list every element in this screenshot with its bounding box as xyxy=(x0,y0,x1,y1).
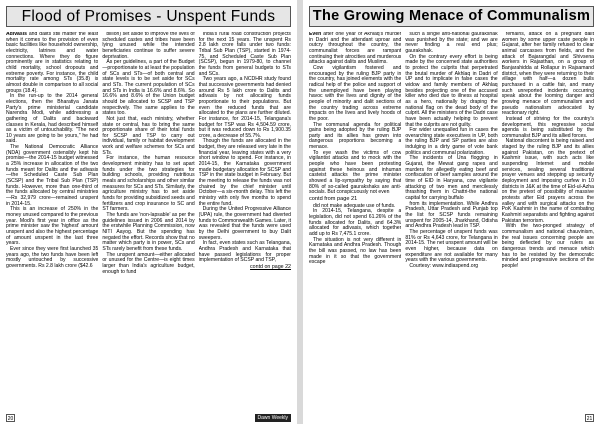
paragraph xyxy=(502,224,594,269)
article-title: Flood of Promises - Unspent Funds xyxy=(6,6,291,27)
paragraph-text: As per guidelines, a part of the Budget—proportionate to at least the population of SCs and STs—of both central and state levels is to be set aside for SCs and STs. The current population of SCs and STs in India is 16.6% and 8.6%. So 16.6% and 8.6% of the Union budget should be allocated to SCSP and TSP respectively. The same applies to the states too. xyxy=(102,59,195,117)
paragraph-text: Not just that, each ministry, whether state or central, has to bring the same proportionate share of their total funds for SCSP and TSP to carry out individual, family or habitat development work and welfare schemes for SCs and STs. xyxy=(102,115,195,156)
paragraph-text: The National Democratic Alliance (NDA) government ostensibly kept his promise—the 2014-15 budget witnessed a 25% increase in allocation of the two funds meant for Dalits and the adivasis—the Scheduled Caste Sub Plan (SCSP) and the Tribal Sub Plan (TSP) funds. However, more than one-third of the funds allocated by central ministries—Rs 32,979 crore—remained unspent in 2014-15. xyxy=(6,144,99,207)
column-3 xyxy=(199,32,291,412)
lead-word: Adivasis xyxy=(6,32,27,37)
paragraph-text: Courtesy: www.indiaspend.org xyxy=(409,262,479,269)
paragraph xyxy=(6,94,98,145)
paragraph-text: Ever since they were first launched 35 years ago, the two funds have been left mostly untouched by successive governments. Rs 2.8 lakh crore ($42.6 xyxy=(6,245,99,269)
paragraph-text: Instead of striving for the country's development, this regressive social agenda is being substituted by the communalist BJP and its allied forces. xyxy=(501,115,594,139)
paragraph-text: In 2014-15, Telangana, despite a legislation, did not spend 61.26% of the funds allocated for Dalits, and 64.3% allocated for adivasis, which together add up to Rs 7,475.1 crore. xyxy=(309,208,402,237)
paragraph xyxy=(405,128,497,156)
paragraph xyxy=(102,253,194,276)
page-number: 21 xyxy=(586,415,593,422)
paragraph-text: National discontent is being raised and staged by the ruling BJP and its allies against Pakistan, on the pretext of Kashmir issue, with such acts like suspending Internet and mobile services, sealing several traditional prayer venues and stepping up security deployment and imposing curfew in 10 districts in J&K at the time of Eid-ul-Azha on the pretext of possibility of massive protests after Eid prayers across the valley and with surgical attacks on the PoK Kashmir in the name of combating Kashmiri separatists and fighting against Pakistan terrorism. xyxy=(501,138,594,224)
continued-note: contd on page 22 xyxy=(250,263,291,270)
publication-name: Dawn Weekly xyxy=(255,414,291,422)
paragraph-text: The incidents of Una flogging in Gujarat, the Mewat gang rapes and murders for allegedly eating beef and confiscation of beef samples around the time of EID in Haryana, cow vigilante attacking of two men and mercilessly thrashing them in Chattri-the national capital for carrying buffalo xyxy=(405,155,498,202)
paragraph-text: after one year of Akhlaq's murder in Dadri and the attendant uproar and outcry throughout the country, the communalist forces are rampant continuing their atrocities and murderous attacks against dalits and Muslims. xyxy=(309,32,402,66)
paragraph xyxy=(6,145,98,207)
paragraph-text: India's rural road construction projects for the next 15 years. The unspent Rs 2.8 lakh crore falls under two funds: Tribal Sub Plan (TSP), started in 1974-75, and Scheduled Caste Sub Plan (SCSP), begun in 1979-80, to channel the funds from general budgets to STs and SCs. xyxy=(198,32,291,77)
paragraph-text: In fact, even states such as Telangana, Andhra Pradesh and Karnataka that have passed legislations for proper implementation of SCSP and TSP, xyxy=(198,240,291,264)
paragraph-text: In the run-up to the 2014 general elections, then the Bharatiya Janata Party's prime ministerial candidate Narendra Modi, while addressing a gathering of Dalits and backward classes in Kerala, had described himself as a victim of untouchability. "The next 10 years are going to be yours," he had said. xyxy=(6,93,99,145)
paragraph-text: from its implementation. While Andhra Pradesh, Uttar Pradesh and Punjab top the list for SCSP funds remaining unspent for 2005-14, Jharkhand, Odisha and Andhra Pradesh lead in TSP. xyxy=(405,200,498,230)
right-page xyxy=(303,0,600,424)
paragraph xyxy=(309,123,401,151)
column-1 xyxy=(6,32,98,412)
paragraph xyxy=(102,32,194,60)
paragraph xyxy=(102,156,194,213)
paragraph xyxy=(405,230,497,264)
paragraph-text: For wider unequalled fun in cases the overarching state executives in UP, both the ruling BJP and SP parties are also indulging in a dirty game of vote bank politics and communal polarization. xyxy=(405,127,498,156)
paragraph xyxy=(309,32,401,66)
paragraph-text: During the United Progressive Alliance (UPA) rule, the government had diverted funds to Commonwealth Games. Later, it was revealed that the funds were used by the Delhi government to buy Dalit sweepers. xyxy=(198,206,291,241)
continued-from-note: contd from page 21 xyxy=(309,196,358,203)
paragraph-text: remains, attack on a pregnant dalit women by some upper caste people in Gujarat, after her family refused to clear animal carcasses from fields, and the attack of Bajarangdal and Shivsena workers in Rajasthan, on a group of Banjarahidda at Rollapur in Rajsamand district, when they were returning to their village with half—a dozen bulls purchased in a cattle fair, and many such unreported incidents occurring speak about the looming danger and growing menace of communalism and pseudo nationalism advocated by reactionary right. xyxy=(501,32,594,117)
article-columns xyxy=(6,32,291,412)
article-columns xyxy=(309,32,594,412)
paragraph-text: such a single anti-national gaurakshak was punished by the state; and we are never finding a real end plus; gaurakshak. xyxy=(405,32,498,54)
paragraph xyxy=(102,117,194,157)
paragraph xyxy=(309,238,401,266)
paragraph xyxy=(405,264,497,270)
paragraph xyxy=(199,207,291,241)
paragraph-text: On the contrary every effort is being made by the concerned state authorities to protect the culprits that perpetrated the brutal murder of Akhlaq in Dadri of UP and to implicate in false cases the widow and family members of Akhlaq besides projecting one of the accused killer who died due to illness at hospital as a hero, nationally by draping the national flag on the dead body of the culprit. All the ministers of the Dadri case have been actually helping to prevent that the culprits are not guilty. xyxy=(405,53,498,128)
paragraph-text: did not make adequate use of funds. xyxy=(313,202,396,209)
column-2 xyxy=(102,32,194,412)
paragraph xyxy=(309,151,401,196)
paragraph-text: Cow vigilantism fostered and encouraged by the ruling BJP party in the country, has joined elements with the radical help of the police and support of the unemployed have been playing havoc with the lives and dignity of the people of minority and dalit sections of the country trading across extreme impacts on the lives and lively hoods of the poor. xyxy=(309,64,402,122)
paragraph xyxy=(199,32,291,77)
column-2 xyxy=(405,32,497,412)
paragraph xyxy=(6,32,98,94)
paragraph-text: The communal agenda for political gains being adopted by the ruling BJP party and its allies has grown into dangerous proportions becoming a menace. xyxy=(309,121,402,151)
lead-word: Even xyxy=(309,32,322,37)
paragraph-text: and dalits still matter the least when it comes to the provision of even basic facilities like household ownership, electricity, latrines and water connections. Where they do figure prominently are in statistics relating to child mortality, school dropouts and extreme poverty. For instance, the child mortality rate among STs (35.8) is almost double in comparison to all social groups (18.4). xyxy=(6,32,99,94)
paragraph xyxy=(405,156,497,201)
paragraph xyxy=(309,66,401,123)
paragraph-text: billion) set aside to improve the lives of scheduled castes and tribes have been lying unused while the intended beneficiaries continue to suffer severe deprivation. xyxy=(102,32,195,60)
paragraph-text: Two years ago, a NCDHR study found that successive governments had denied around Rs 5 lakh crore to Dalits and adivasis by not allocating funds proportionate to their populations. But even the reduced funds that are allocated to the plans are further diluted. For instance, for 2014-15, Telangana's budget for TSP was Rs 4,504.59 crore, but it was reduced down to Rs 1,900.35 crore, a decrease of 55.7%. xyxy=(198,76,291,139)
paragraph-text: This is an increase of 250% in the money unused compared to the previous year. Modi's first year in office as the prime minister saw the 'highest' amount unspent and also the highest percentage of amount unspent in the last three years. xyxy=(6,206,99,247)
paragraph xyxy=(102,60,194,117)
paragraph xyxy=(199,139,291,207)
article-title: The Growing Menace of Communalism xyxy=(309,6,594,27)
paragraph xyxy=(199,241,291,264)
column-3 xyxy=(502,32,594,412)
paragraph-text: For instance, the human resource development ministry has to set apart funds under the two strategies for building schools, providing nutritious meals and scholarships and other similar measures for SCs and STs. Similarly, the agriculture ministry has to set aside funds for providing subsidized seeds and fertilizers and crop insurance to SC and ST farmers. xyxy=(102,155,195,213)
page-footer xyxy=(6,413,291,422)
paragraph xyxy=(102,213,194,253)
paragraph-text: To eye wash the victims of cow vigilantist attacks and to mock with the people who have been protesting against these heinous and inhuman casteist attacks the prime minister showed a lip-sympathy by saying that 80% of so-called gaurakshaks are anti-socials. But conspicuously not even xyxy=(309,149,402,196)
column-1 xyxy=(309,32,401,412)
paragraph-text: Though the funds are allocated in the budget, they are released very late in the financial year, leaving states with a very short window to spend. For instance, in 2014-15, the Karnataka government made budgetary allocation for SCSP and TSP in the state budget in February. But the meeting to release the funds was not chaired by the chief minister until October—a six-month delay. This left the ministry with only five months to spend the entire fund. xyxy=(198,138,291,207)
paragraph xyxy=(405,202,497,230)
paragraph xyxy=(405,32,497,55)
paragraph-text: The funds are 'non-lapsable' as per the guidelines issued in 2006 and 2014 by the erstwhile Planning Commission, now NITI Aayog. But the spending has negated the effort. Records show that no matter which party is in power, SCs and STs rarely benefit from these funds. xyxy=(102,212,195,252)
paragraph-text: With the two-pronged strategy of communalism and national chauvinism, the real issues concerning people are being deflected by our rulers as dangerous trends and menace which has to be resisted by the democratic minded and progressive sections of the people! xyxy=(501,223,594,269)
paragraph xyxy=(502,117,594,140)
paragraph xyxy=(6,207,98,247)
paragraph xyxy=(405,55,497,129)
paragraph xyxy=(199,77,291,139)
paragraph xyxy=(502,32,594,117)
paragraph-text: The percentage of unspent funds was 81% or Rs 4,643 crore, for Telangana in 2014-15. The net unspent amount will be even higher, because data on expenditure are not available for many years with the various governments. xyxy=(405,228,498,264)
left-page xyxy=(0,0,297,424)
page-number: 20 xyxy=(7,415,14,422)
paragraph xyxy=(309,209,401,237)
paragraph-text: The situation is not very different in Karnataka and Andhra Pradesh. Though the bill was passed, no law has been made in it so that the government escape xyxy=(309,236,402,266)
paragraph-text: The unspent amount—either allocated or unused for the Centre—is eight times larger than India's agriculture budget, enough to fund xyxy=(102,251,195,275)
paragraph xyxy=(6,247,98,270)
page-footer xyxy=(309,413,594,422)
paragraph xyxy=(502,139,594,224)
